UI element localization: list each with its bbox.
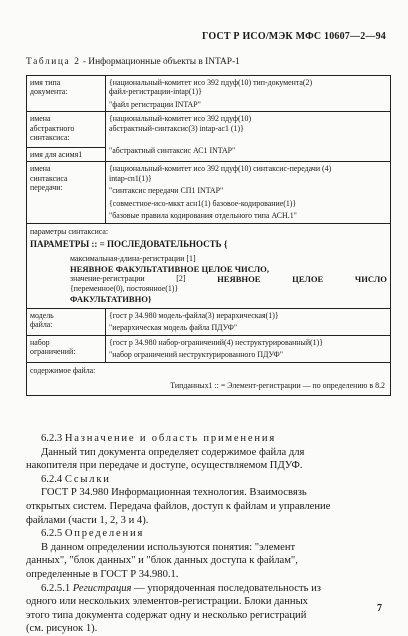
params-word: значение-регистрации [70, 273, 145, 283]
table-row [27, 111, 390, 161]
section-number: 6.2.5 [41, 528, 63, 540]
label-line: ограничений: [30, 347, 76, 357]
label-line: синтаксиса: [30, 133, 70, 143]
syntax-params [27, 224, 390, 308]
value-line: {гост р 34.980 набор-ограничений(4) неструктурированный(1)} [109, 337, 324, 347]
file-content [27, 363, 390, 395]
page-number: 7 [377, 603, 382, 614]
row-value [105, 76, 390, 111]
params-word: ЦЕЛОЕ [292, 273, 324, 284]
label-line: документа: [30, 87, 68, 97]
value-line: {национальный-комитет исо 392 пдуф(10) тип-документа(2) [109, 78, 313, 87]
row-label [27, 336, 105, 362]
value-line: "иерархическая модель файла ПДУФ" [109, 323, 238, 333]
table-row [27, 362, 390, 395]
label-line: имена [30, 164, 51, 174]
table-caption [26, 57, 240, 67]
content-line: содержимое файла: [30, 365, 96, 375]
row-value [105, 112, 390, 161]
row-value [105, 309, 390, 335]
value-line: "синтаксис передачи СП1 INTAP" [109, 186, 224, 196]
table-row [27, 335, 390, 362]
table-row [27, 308, 390, 335]
text-line [26, 582, 389, 596]
info-objects-table [26, 75, 391, 396]
label-line: модель [30, 311, 54, 320]
table-row [27, 76, 390, 111]
params-word: ЧИСЛО [354, 273, 387, 284]
text-line: этого типа документа содержат одну и несколько регистраций [26, 609, 307, 621]
section-number: 6.2.5.1 [41, 582, 71, 594]
section-title: Назначение и область применения [64, 433, 277, 444]
row-label [27, 309, 105, 335]
params-line: НЕЯВНОЕ ФАКУЛЬТАТИВНОЕ ЦЕЛОЕ ЧИСЛО, [70, 263, 269, 274]
params-word: [2] [176, 273, 186, 283]
value-line: файл-регистрации-intap(1)} [109, 87, 202, 97]
text-run: — упорядоченная последовательность из [134, 582, 321, 594]
text-line: Данный тип документа определяет содержимое файла для [41, 446, 305, 458]
label-line: имя для асимя1 [27, 147, 105, 159]
value-line: "базовые правила кодирования отдельного типа АСН.1" [109, 211, 297, 221]
value-line: {национальный-комитет исо 392 пдуф(10) [109, 114, 252, 124]
section-heading [26, 473, 389, 487]
table-row [27, 223, 390, 308]
label-line: файла: [30, 320, 53, 330]
label-line: набор [30, 337, 50, 347]
params-line [30, 274, 387, 284]
params-word: НЕЯВНОЕ [217, 273, 261, 284]
value-line: {совместное-исо-мккт асн1(1) базовое-кодирование(1)} [109, 198, 297, 208]
section-title: Определения [64, 528, 145, 540]
params-line: параметры синтаксиса: [30, 226, 109, 236]
value-line: "абстрактный синтаксис АС1 INTAP" [109, 146, 236, 156]
text-line: открытых систем. Передача файлов, доступ к файлам и управление [26, 500, 331, 512]
text-line: определенные в ГОСТ Р 34.980.1. [26, 568, 179, 580]
section-title: Ссылки [64, 473, 111, 485]
label-line: имена [30, 114, 51, 124]
label-line: синтаксиса [30, 173, 68, 183]
row-label [27, 162, 105, 222]
section-heading [26, 432, 389, 446]
table-caption-text: - Информационные объекты в INTAP-1 [82, 57, 240, 67]
value-line: "набор ограничений неструктурированного ПДУФ" [109, 350, 283, 360]
page-header: ГОСТ Р ИСО/МЭК МФС 10607—2—94 [202, 31, 386, 42]
text-line: ГОСТ Р 34.980 Информационная технология. Взаимосвязь [41, 487, 307, 499]
section-number: 6.2.4 [41, 473, 63, 485]
defined-term: Регистрация [72, 582, 132, 594]
table-caption-label: Таблица 2 [26, 57, 81, 67]
value-line: абстрактный-синтаксис(3) intap-ac1 (1)} [109, 123, 244, 133]
params-line: {переменное(0), постоянное(1)} [70, 284, 179, 294]
label-line: имя типа [30, 78, 61, 87]
section-heading [26, 527, 389, 541]
body-text [26, 432, 389, 636]
params-line: ФАКУЛЬТАТИВНО} [70, 293, 152, 304]
label-line: абстрактного [30, 123, 75, 133]
row-label [27, 112, 105, 161]
text-line: В данном определении используются понятия: "элемент [41, 541, 296, 553]
value-line: intap-cn1(1)} [109, 173, 152, 183]
content-line: Типданных1 :: = Элемент-регистрации — по определению в 8.2 [170, 381, 385, 391]
value-line: {национальный-комитет исо 392 пдуф(10) синтаксис-передачи (4) [109, 164, 332, 174]
text-line: данных", "блок данных" и "блок данных доступа к файлам", [26, 555, 298, 567]
text-line: накопителя при передаче и доступе, осуществляемом ПДУФ. [26, 460, 303, 472]
text-line: одного или нескольких элементов-регистрации. Блоки данных [26, 596, 308, 608]
params-line: максимальная-длина-регистрации [1] [70, 254, 196, 264]
table-row [27, 161, 390, 222]
label-line: передачи: [30, 183, 63, 193]
row-label [27, 76, 105, 111]
text-line: (см. рисунок 1). [26, 623, 98, 635]
params-line: ПАРАМЕТРЫ :: = ПОСЛЕДОВАТЕЛЬНОСТЬ { [30, 239, 228, 250]
value-line: "файл регистрации INTAP" [109, 99, 201, 109]
row-value [105, 336, 390, 362]
text-line: файлами (части 1, 2, 3 и 4). [26, 514, 149, 526]
value-line: {гост р 34.980 модель-файла(3) иерархическая(1)} [109, 311, 279, 320]
row-value [105, 162, 390, 222]
section-number: 6.2.3 [41, 433, 63, 444]
